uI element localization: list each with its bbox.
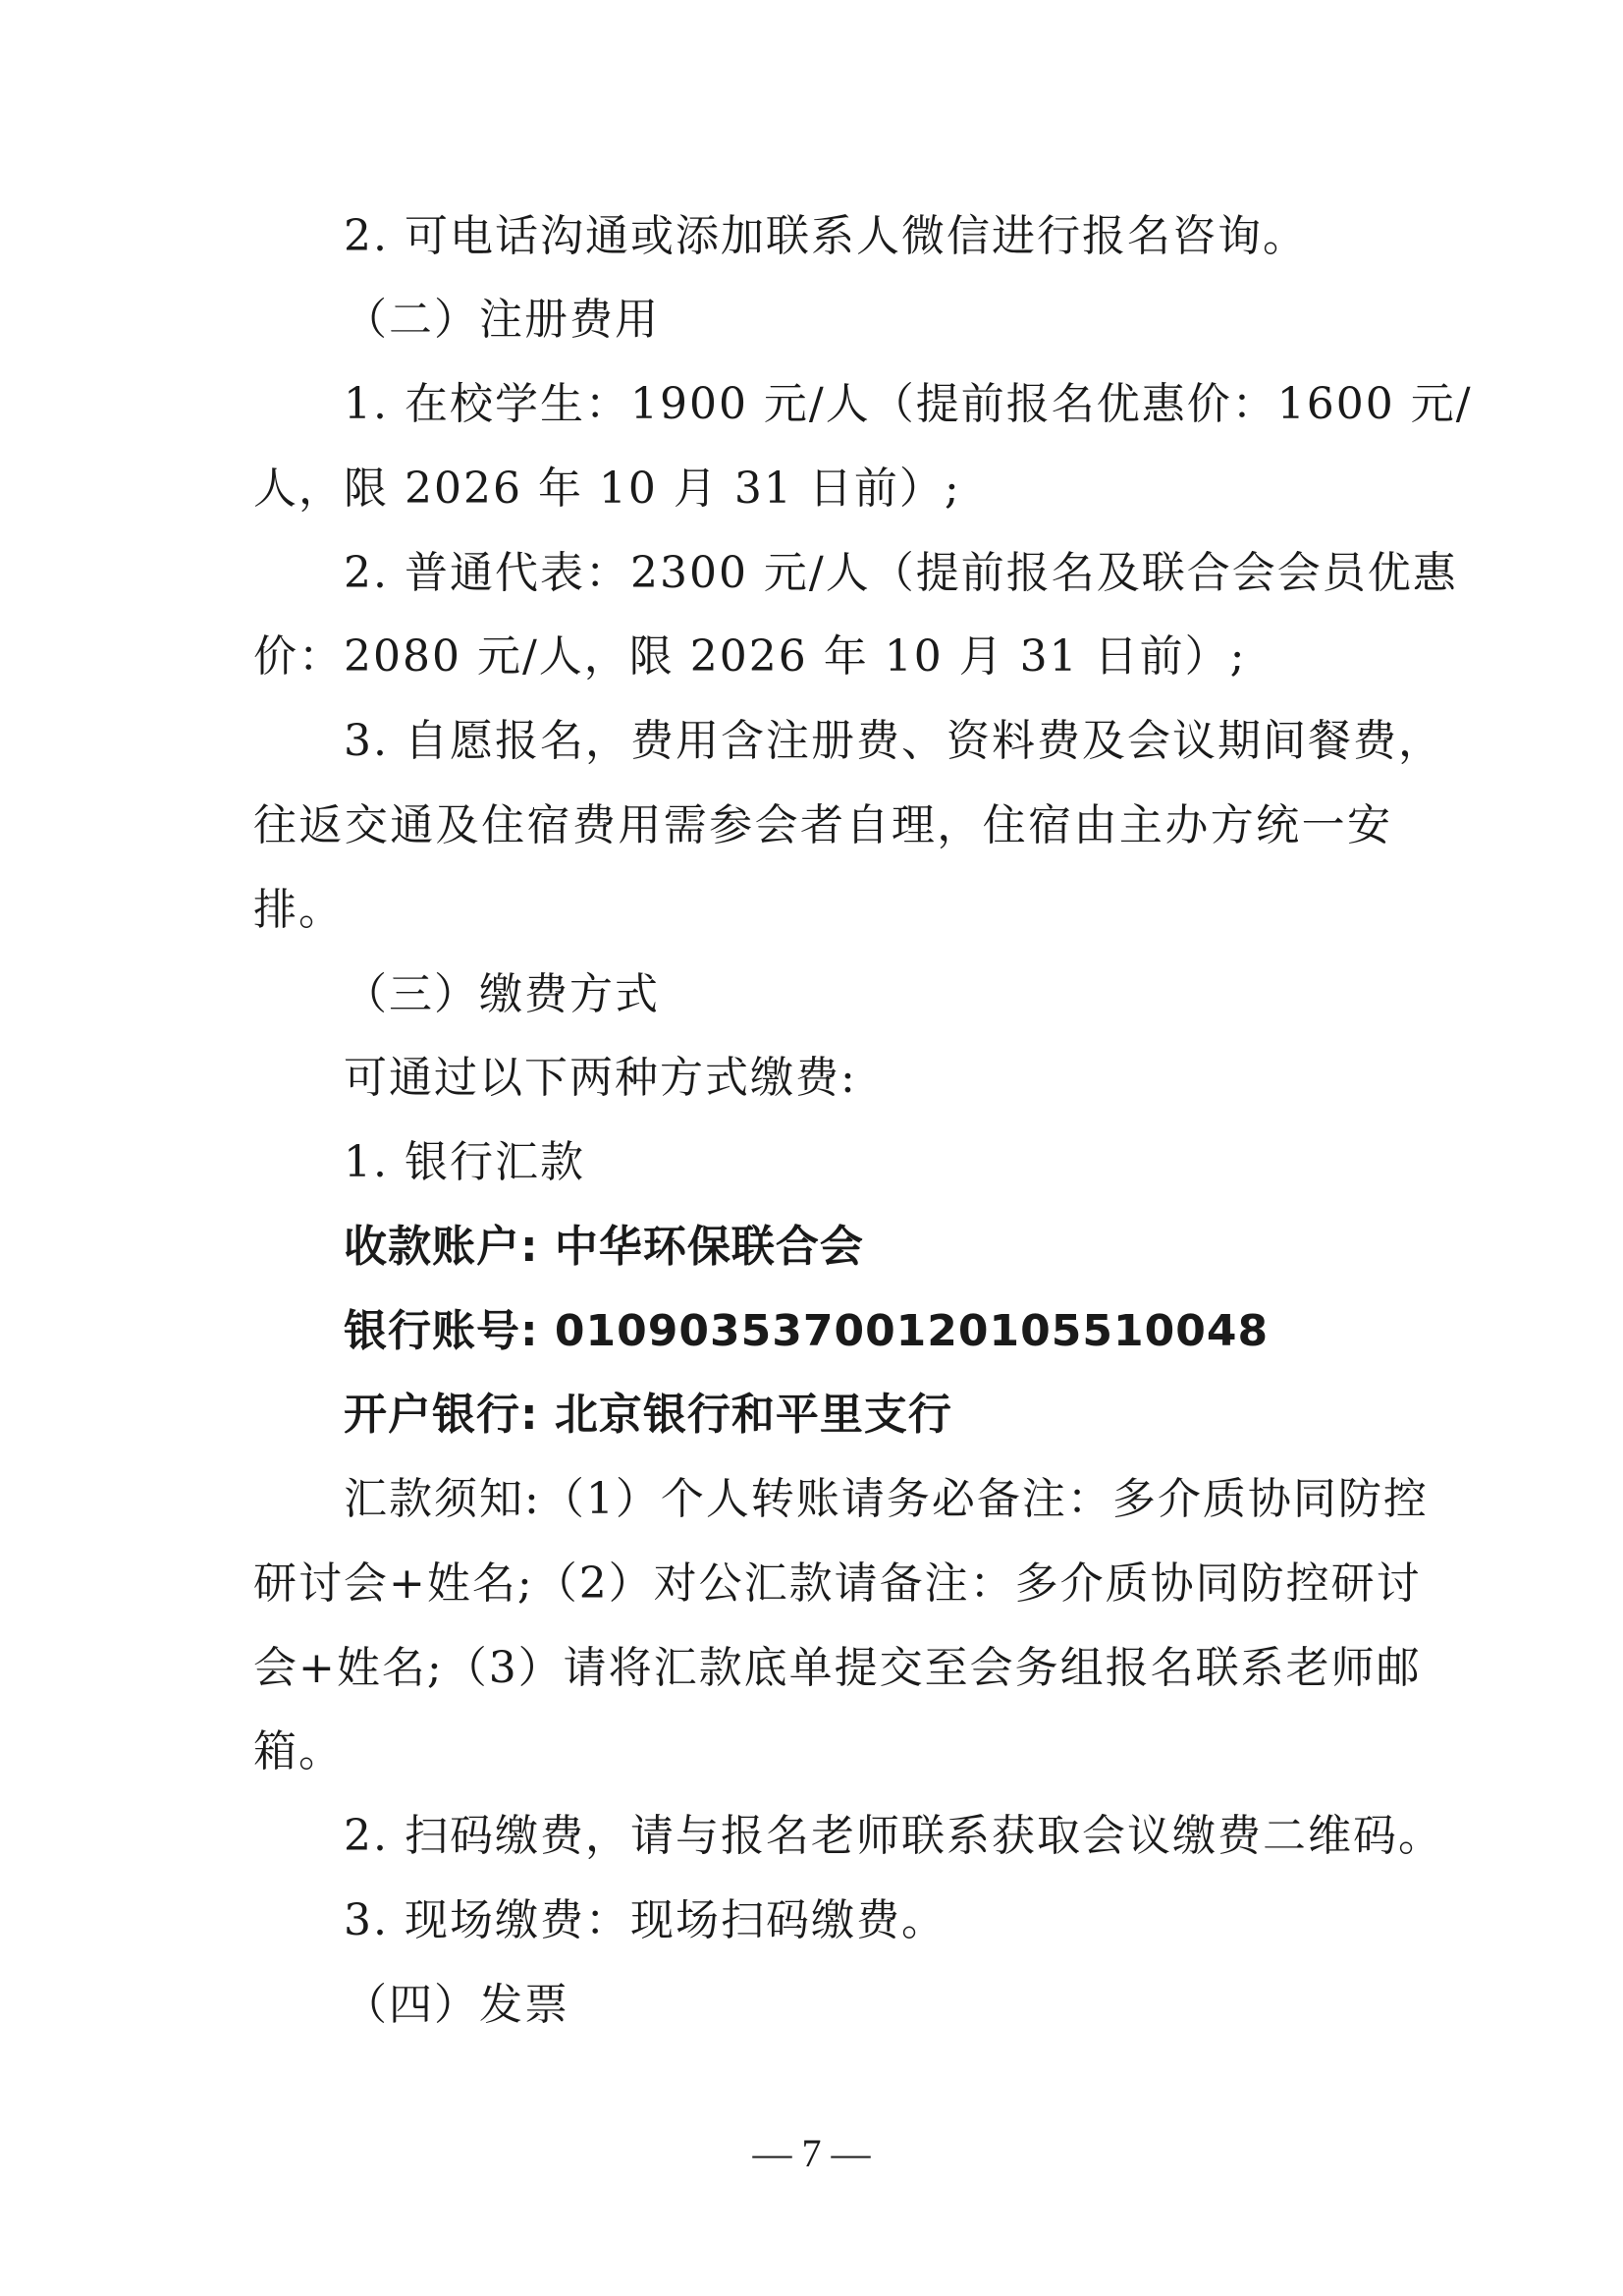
paragraph-line: 研讨会+姓名;（2）对公汇款请备注：多介质协同防控研讨 [253, 1558, 1422, 1609]
page-number: — 7 — [752, 2131, 871, 2175]
paragraph-line: 1. 在校学生：1900 元/人（提前报名优惠价：1600 元/ [344, 379, 1473, 429]
paragraph-line: 3. 自愿报名，费用含注册费、资料费及会议期间餐费， [344, 716, 1443, 766]
paragraph-line: 2. 可电话沟通或添加联系人微信进行报名咨询。 [344, 211, 1308, 261]
paragraph-line: 往返交通及住宿费用需参会者自理，住宿由主办方统一安 [253, 800, 1392, 850]
paragraph-line: 会+姓名;（3）请将汇款底单提交至会务组报名联系老师邮 [253, 1643, 1422, 1693]
bank-name-line: 开户银行: 北京银行和平里支行 [344, 1390, 952, 1440]
paragraph-line: 3. 现场缴费：现场扫码缴费。 [344, 1895, 947, 1945]
section-heading: （三）缴费方式 [344, 969, 660, 1019]
account-number-line: 银行账号: 0109035370012010551004​8 [344, 1306, 1270, 1356]
paragraph-line: 箱。 [253, 1726, 344, 1777]
section-heading: （四）发票 [344, 1980, 569, 2030]
paragraph-line: 1. 银行汇款 [344, 1137, 585, 1187]
paragraph-line: 人，限 2026 年 10 月 31 日前）; [253, 464, 961, 514]
paragraph-line: 可通过以下两种方式缴费: [344, 1053, 857, 1103]
paragraph-line: 价：2080 元/人，限 2026 年 10 月 31 日前）; [253, 631, 1247, 682]
paragraph-line: 2. 扫码缴费，请与报名老师联系获取会议缴费二维码。 [344, 1811, 1443, 1861]
section-heading: （二）注册费用 [344, 295, 660, 345]
paragraph-line: 汇款须知:（1）个人转账请务必备注：多介质协同防控 [344, 1474, 1429, 1524]
paragraph-line: 2. 普通代表：2300 元/人（提前报名及联合会会员优惠 [344, 548, 1458, 598]
account-name-line: 收款账户: 中华环保联合会 [344, 1222, 864, 1272]
paragraph-line: 排。 [253, 885, 344, 935]
